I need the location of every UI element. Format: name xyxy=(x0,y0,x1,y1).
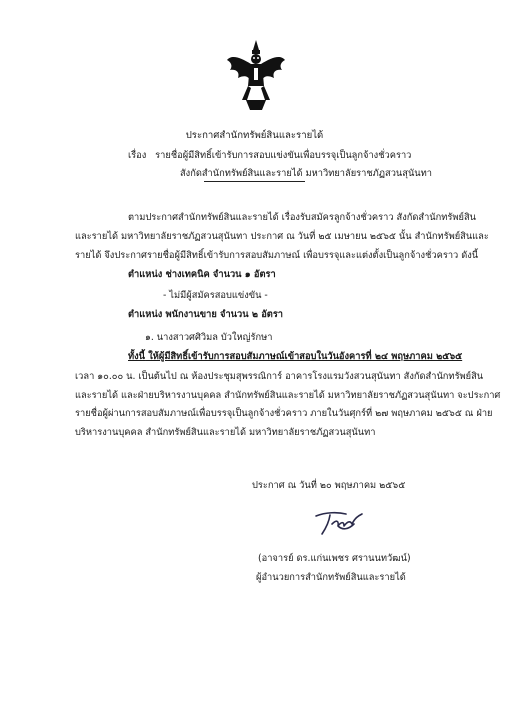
subject-line xyxy=(128,148,411,163)
intro-line-3: รายได้ จึงประกาศรายชื่อผู้มีสิทธิ์เข้ารับการสอบสัมภาษณ์ เพื่อบรรจุและแต่งตั้งเป็นลูกจ้างชั่วคราว ดังนี้ xyxy=(75,250,479,261)
garuda-emblem-icon xyxy=(226,40,286,112)
subject-prefix: เรื่อง xyxy=(128,150,147,161)
signer-title: ผู้อำนวยการสำนักทรัพย์สินและรายได้ xyxy=(256,572,406,583)
position-1-title: ตำแหน่ง ช่างเทคนิค จำนวน ๑ อัตรา xyxy=(128,269,276,280)
position-2-candidate: ๑. นางสาวศศิวิมล บัวใหญ่รักษา xyxy=(145,332,273,343)
exam-prefix: ทั้งนี้ xyxy=(128,351,146,362)
announcement-heading: ประกาศสำนักทรัพย์สินและรายได้ xyxy=(185,130,324,141)
intro-line-1: ตามประกาศสำนักทรัพย์สินและรายได้ เรื่องรับสมัครลูกจ้างชั่วคราว สังกัดสำนักทรัพย์สิน xyxy=(128,212,477,223)
signer-name: (อาจารย์ ดร.แก่นเพชร ศรานนทวัฒน์) xyxy=(258,553,411,564)
position-1-note: - ไม่มีผู้สมัครสอบแข่งขัน - xyxy=(163,290,268,301)
exam-line-4: บริหารงานบุคคล สำนักทรัพย์สินและรายได้ มหาวิทยาลัยราชภัฏสวนสุนันทา xyxy=(75,427,376,438)
exam-line-1: เวลา ๑๐.๐๐ น. เป็นต้นไป ณ ห้องประชุมสุพรรณิการ์ อาคารโรงแรมวังสวนสุนันทา สังกัดสำนักทรัพย์สิน xyxy=(75,371,484,382)
header-divider xyxy=(204,181,305,182)
subject-text: รายชื่อผู้มีสิทธิ์เข้ารับการสอบแข่งขันเพื่อบรรจุเป็นลูกจ้างชั่วคราว xyxy=(155,150,412,161)
intro-line-2: และรายได้ มหาวิทยาลัยราชภัฏสวนสุนันทา ประกาศ ณ วันที่ ๒๕ เมษายน ๒๕๖๕ นั้น สำนักทรัพย์สินและ xyxy=(75,231,489,242)
position-2-title: ตำแหน่ง พนักงานขาย จำนวน ๒ อัตรา xyxy=(128,309,284,320)
exam-line-2: และรายได้ และฝ่ายบริหารงานบุคคล สำนักทรัพย์สินและรายได้ มหาวิทยาลัยราชภัฏสวนสุนันทา จะประกาศ xyxy=(75,390,501,401)
handwritten-signature xyxy=(312,510,364,536)
exam-line-3: รายชื่อผู้ผ่านการสอบสัมภาษณ์เพื่อบรรจุเป็นลูกจ้างชั่วคราว ภายในวันศุกร์ที่ ๒๗ พฤษภาคม ๒๕๖๕ ณ ฝ่าย xyxy=(75,408,493,419)
announcement-date: ประกาศ ณ วันที่ ๒๐ พฤษภาคม ๒๕๖๕ xyxy=(252,480,406,491)
exam-date-text: ให้ผู้มีสิทธิ์เข้ารับการสอบสัมภาษณ์เข้าสอบในวันอังคารที่ ๒๔ พฤษภาคม ๒๕๖๕ xyxy=(145,351,463,362)
exam-heading xyxy=(128,349,462,364)
affiliation-line: สังกัดสำนักทรัพย์สินและรายได้ มหาวิทยาลัยราชภัฏสวนสุนันทา xyxy=(180,168,433,179)
